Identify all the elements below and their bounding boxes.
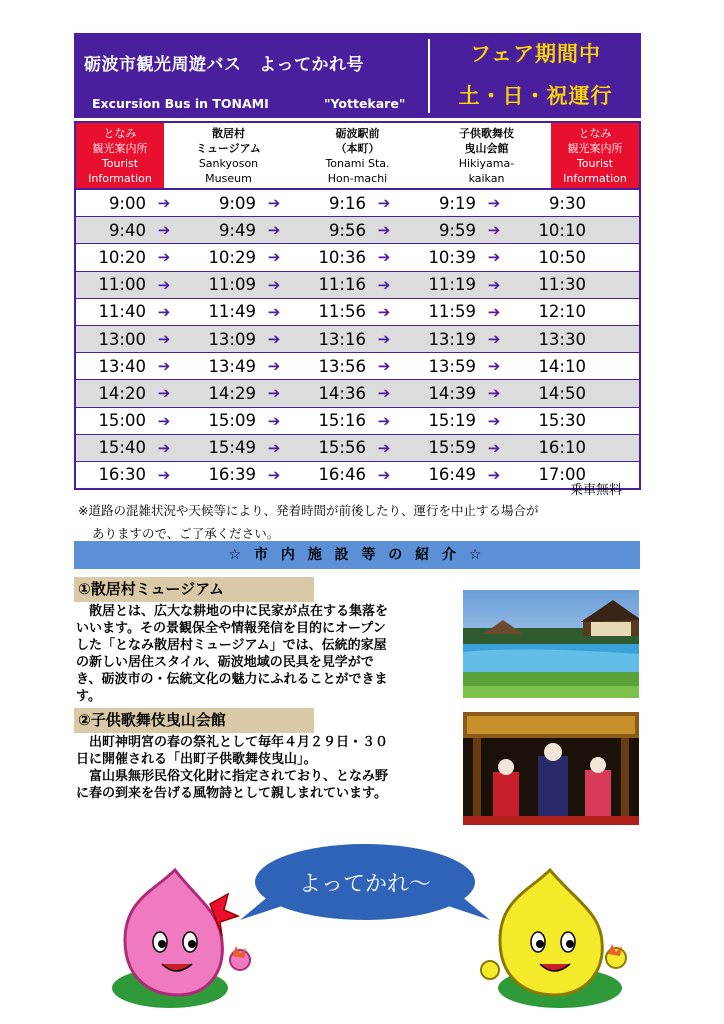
title-en: Excursion Bus in TONAMI	[92, 96, 269, 111]
stop-jp1: となみ	[103, 126, 137, 140]
arrow-right-icon: ➔	[267, 357, 281, 376]
departure-time: 12:10	[538, 302, 586, 322]
schedule-row	[76, 244, 639, 271]
arrow-right-icon: ➔	[377, 248, 391, 267]
schedule-row	[76, 217, 639, 244]
arrow-right-icon: ➔	[487, 438, 501, 457]
departure-time: 11:19	[428, 275, 476, 295]
arrow-right-icon: ➔	[487, 330, 501, 349]
timetable	[74, 121, 641, 490]
stop-en2: Hon-machi	[327, 171, 388, 185]
stop-tourist-info-end	[551, 123, 639, 188]
text-line: 日に開催される「出町子供歌舞伎曳山」。	[76, 752, 317, 767]
departure-time: 11:49	[208, 302, 256, 322]
text-line: に春の到来を告げる風物詩として親しまれています。	[76, 786, 387, 801]
departure-time: 16:30	[98, 465, 146, 485]
departure-time: 11:30	[538, 275, 586, 295]
departure-time: 13:00	[98, 329, 146, 349]
stop-jp2: （本町）	[335, 141, 380, 155]
departure-time: 15:40	[98, 438, 146, 458]
text-line: 出町神明宮の春の祭礼として毎年４月２９日・３０	[76, 735, 389, 750]
text-line: の新しい居住スタイル、砺波地域の民具を見学がで	[76, 655, 374, 670]
departure-time: 13:59	[428, 356, 476, 376]
facility-2-text	[76, 734, 441, 802]
departure-time: 11:59	[428, 302, 476, 322]
schedule-row	[76, 299, 639, 326]
departure-time: 10:39	[428, 247, 476, 267]
departure-time: 14:10	[538, 356, 586, 376]
departure-time: 9:19	[438, 193, 476, 213]
departure-time: 10:29	[208, 247, 256, 267]
departure-time: 15:49	[208, 438, 256, 458]
stop-en2: Museum	[205, 171, 252, 185]
arrow-right-icon: ➔	[487, 411, 501, 430]
arrow-right-icon: ➔	[157, 194, 171, 213]
arrow-right-icon: ➔	[157, 357, 171, 376]
departure-time: 13:30	[538, 329, 586, 349]
stop-jp1: 散居村	[212, 126, 245, 140]
departure-time: 11:40	[98, 302, 146, 322]
stop-tonami-station	[293, 123, 422, 188]
departure-time: 9:59	[438, 220, 476, 240]
arrow-right-icon: ➔	[487, 194, 501, 213]
fair-period: フェア期間中	[470, 42, 601, 66]
departure-time: 15:09	[208, 411, 256, 431]
departure-time: 16:10	[538, 438, 586, 458]
speech-bubble	[240, 840, 490, 935]
departure-time: 15:56	[318, 438, 366, 458]
stop-jp1: 子供歌舞伎	[459, 126, 514, 140]
departure-time: 14:20	[98, 383, 146, 403]
departure-time: 9:30	[548, 193, 586, 213]
departure-time: 13:56	[318, 356, 366, 376]
note-line-2: ありますので、ご了承ください。	[92, 526, 280, 541]
arrow-right-icon: ➔	[157, 221, 171, 240]
schedule-note	[78, 499, 638, 545]
stop-sankyoson-museum	[164, 123, 293, 188]
stop-en2: Information	[563, 171, 627, 185]
arrow-right-icon: ➔	[377, 275, 391, 294]
text-line: す。	[76, 689, 101, 704]
departure-time: 13:16	[318, 329, 366, 349]
departure-time: 15:00	[98, 411, 146, 431]
arrow-right-icon: ➔	[267, 384, 281, 403]
departure-time: 13:09	[208, 329, 256, 349]
departure-time: 10:36	[318, 247, 366, 267]
bus-header	[74, 33, 641, 118]
yellow-mascot	[470, 860, 640, 1010]
arrow-right-icon: ➔	[377, 465, 391, 484]
departure-time: 15:30	[538, 411, 586, 431]
departure-time: 15:59	[428, 438, 476, 458]
pink-mascot	[100, 860, 260, 1010]
bubble-text: よってかれ～	[298, 872, 431, 897]
schedule-row	[76, 272, 639, 299]
arrow-right-icon: ➔	[487, 221, 501, 240]
arrow-right-icon: ➔	[487, 357, 501, 376]
departure-time: 9:49	[218, 220, 256, 240]
departure-time: 10:50	[538, 247, 586, 267]
arrow-right-icon: ➔	[157, 248, 171, 267]
departure-time: 9:09	[218, 193, 256, 213]
departure-time: 11:00	[98, 275, 146, 295]
departure-time: 10:10	[538, 220, 586, 240]
stop-jp2: 曳山会館	[464, 141, 509, 155]
departure-time: 9:56	[328, 220, 366, 240]
text-line: き、砺波市の・伝統文化の魅力にふれることができま	[76, 672, 388, 687]
arrow-right-icon: ➔	[157, 275, 171, 294]
departure-time: 15:19	[428, 411, 476, 431]
stop-en1: Tourist	[101, 156, 139, 170]
arrow-right-icon: ➔	[487, 275, 501, 294]
operating-days: 土・日・祝運行	[458, 84, 613, 108]
departure-time: 14:50	[538, 383, 586, 403]
arrow-right-icon: ➔	[157, 302, 171, 321]
departure-time: 11:09	[208, 275, 256, 295]
arrow-right-icon: ➔	[267, 221, 281, 240]
title-en-name: "Yottekare"	[324, 96, 406, 111]
stop-header-row	[76, 123, 639, 190]
stop-jp2: 観光案内所	[567, 141, 623, 155]
schedule-row	[76, 326, 639, 353]
stop-en2: kaikan	[468, 171, 505, 185]
departure-time: 15:16	[318, 411, 366, 431]
arrow-right-icon: ➔	[267, 248, 281, 267]
arrow-right-icon: ➔	[267, 330, 281, 349]
schedule-row	[76, 380, 639, 407]
stop-jp2: 観光案内所	[92, 141, 148, 155]
departure-time: 11:56	[318, 302, 366, 322]
arrow-right-icon: ➔	[377, 302, 391, 321]
departure-time: 17:00	[538, 465, 586, 485]
departure-time: 9:00	[108, 193, 146, 213]
free-ride-label: 乗車無料	[570, 483, 623, 498]
arrow-right-icon: ➔	[377, 384, 391, 403]
stop-en1: Hikiyama-	[458, 156, 515, 170]
arrow-right-icon: ➔	[267, 465, 281, 484]
schedule-row	[76, 408, 639, 435]
section-title: ☆ 市 内 施 設 等 の 紹 介 ☆	[74, 541, 640, 569]
arrow-right-icon: ➔	[377, 438, 391, 457]
departure-time: 16:46	[318, 465, 366, 485]
arrow-right-icon: ➔	[157, 384, 171, 403]
departure-time: 9:16	[328, 193, 366, 213]
arrow-right-icon: ➔	[377, 221, 391, 240]
departure-time: 14:29	[208, 383, 256, 403]
departure-time: 9:40	[108, 220, 146, 240]
stop-en2: Information	[88, 171, 152, 185]
arrow-right-icon: ➔	[377, 357, 391, 376]
stop-hikiyama-kaikan	[422, 123, 551, 188]
departure-time: 14:36	[318, 383, 366, 403]
text-line: した「となみ散居村ミュージアム」では、伝統的家屋	[76, 638, 387, 653]
arrow-right-icon: ➔	[267, 275, 281, 294]
schedule-row	[76, 435, 639, 462]
arrow-right-icon: ➔	[157, 438, 171, 457]
arrow-right-icon: ➔	[267, 438, 281, 457]
stop-jp2: ミュージアム	[196, 141, 261, 155]
arrow-right-icon: ➔	[377, 194, 391, 213]
schedule-row	[76, 462, 639, 488]
schedule-rows	[76, 190, 639, 488]
facility-1-text	[76, 603, 441, 705]
arrow-right-icon: ➔	[267, 194, 281, 213]
arrow-right-icon: ➔	[487, 384, 501, 403]
stop-en1: Tourist	[576, 156, 614, 170]
arrow-right-icon: ➔	[377, 330, 391, 349]
departure-time: 16:49	[428, 465, 476, 485]
departure-time: 16:39	[208, 465, 256, 485]
facility-1-title: ①散居村ミュージアム	[74, 577, 314, 602]
kabuki-hikiyama-photo	[463, 712, 639, 825]
arrow-right-icon: ➔	[377, 411, 391, 430]
arrow-right-icon: ➔	[157, 411, 171, 430]
arrow-right-icon: ➔	[267, 302, 281, 321]
stop-tourist-info-start	[76, 123, 164, 188]
departure-time: 13:19	[428, 329, 476, 349]
stop-en1: Tonami Sta.	[325, 156, 390, 170]
text-line: 富山県無形民俗文化財に指定されており、となみ野	[76, 769, 389, 784]
note-line-1: ※道路の混雑状況や天候等により、発着時間が前後したり、運行を中止する場合が	[78, 503, 539, 518]
arrow-right-icon: ➔	[157, 330, 171, 349]
text-line: 散居とは、広大な耕地の中に民家が点在する集落を	[76, 604, 389, 619]
facility-2-title: ②子供歌舞伎曳山会館	[74, 708, 314, 733]
arrow-right-icon: ➔	[487, 465, 501, 484]
departure-time: 14:39	[428, 383, 476, 403]
stop-en1: Sankyoson	[198, 156, 259, 170]
departure-time: 13:40	[98, 356, 146, 376]
arrow-right-icon: ➔	[487, 302, 501, 321]
sankyoson-museum-photo	[463, 590, 639, 698]
arrow-right-icon: ➔	[487, 248, 501, 267]
stop-jp1: となみ	[578, 126, 612, 140]
departure-time: 10:20	[98, 247, 146, 267]
stop-jp1: 砺波駅前	[335, 126, 380, 140]
title-jp: 砺波市観光周遊バス よってかれ号	[84, 55, 364, 75]
text-line: いいます。その景観保全や情報発信を目的にオープン	[76, 621, 386, 636]
departure-time: 13:49	[208, 356, 256, 376]
departure-time: 11:16	[318, 275, 366, 295]
arrow-right-icon: ➔	[157, 465, 171, 484]
schedule-row	[76, 353, 639, 380]
arrow-right-icon: ➔	[267, 411, 281, 430]
schedule-row	[76, 190, 639, 217]
